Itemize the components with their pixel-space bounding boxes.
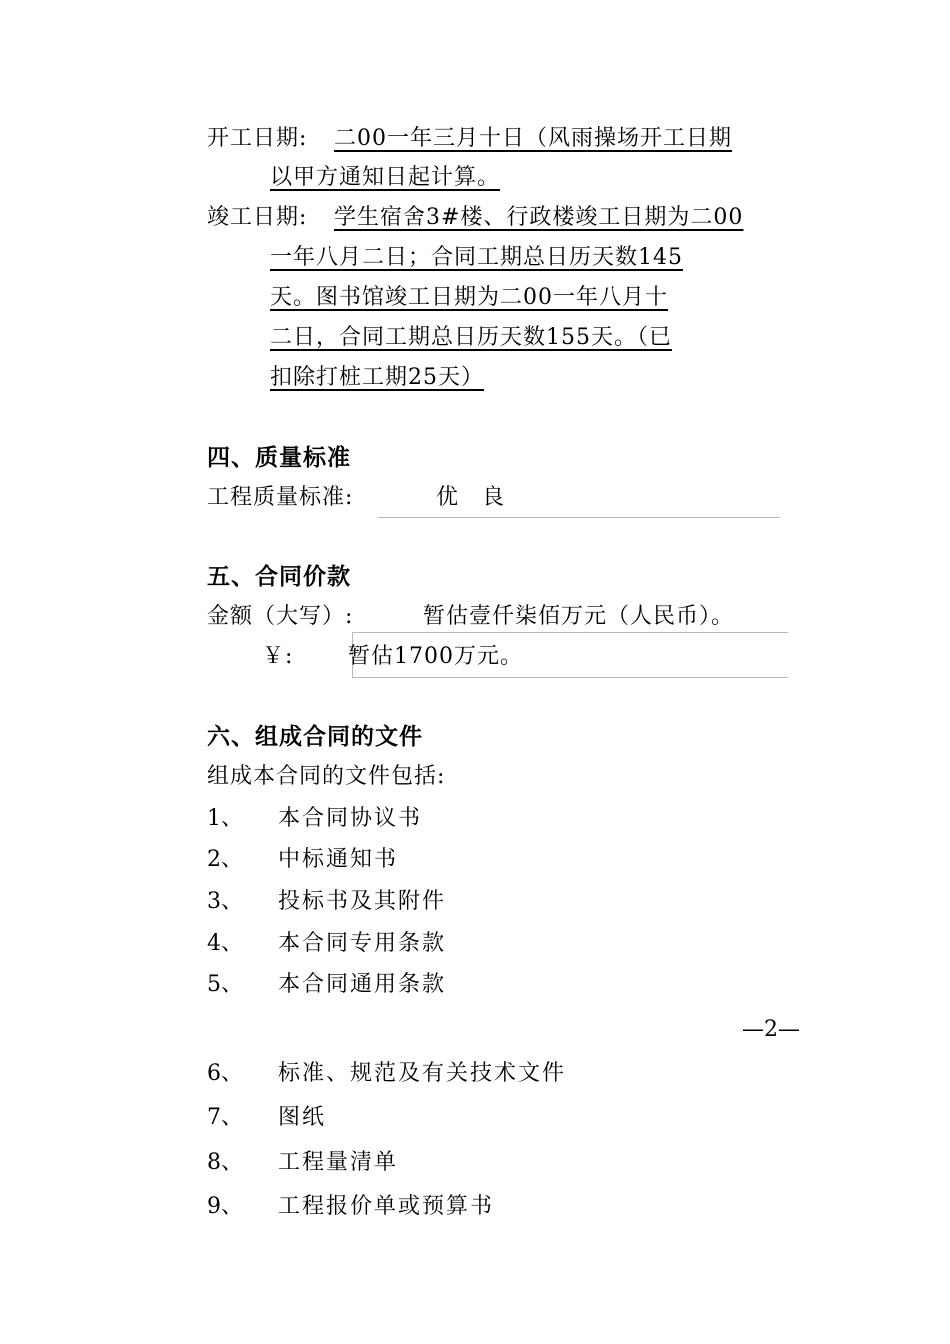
list-item-number: 4、 [207,931,243,956]
completion-date-line-4: 二日，合同工期总日历天数155天。（已 [270,325,672,350]
completion-date-line-5: 扣除打桩工期25天） [270,365,484,390]
completion-date-label: 竣工日期: [207,205,308,230]
documents-intro: 组成本合同的文件包括: [207,764,446,789]
section-4-heading: 四、质量标准 [207,445,351,471]
list-item-number: 3、 [207,889,243,914]
start-date-label: 开工日期: [207,126,308,151]
section-6-heading: 六、组成合同的文件 [207,724,423,750]
list-item-text: 图纸 [278,1105,327,1130]
quality-standard-label: 工程质量标准: [207,485,354,510]
quality-standard-value: 优 良 [436,485,506,510]
amount-label: 金额（大写）: [207,604,354,629]
list-item-number: 7、 [207,1105,243,1130]
list-item-text: 工程量清单 [278,1150,399,1175]
list-item-text: 工程报价单或预算书 [278,1194,495,1219]
list-item-number: 9、 [207,1194,243,1219]
start-date-line-1: 二00一年三月十日（风雨操场开工日期 [334,126,732,151]
list-item-number: 2、 [207,847,243,872]
yen-label: ￥: [262,644,294,669]
completion-date-line-2: 一年八月二日；合同工期总日历天数145 [270,245,683,270]
amount-value: 暂估壹仟柒佰万元（人民币）。 [423,604,735,629]
list-item-number: 5、 [207,972,243,997]
completion-date-line-3: 天。图书馆竣工日期为二00一年八月十 [270,285,668,310]
amount-underline [352,632,788,633]
yen-underline [352,677,788,678]
completion-date-line-1: 学生宿舍3#楼、行政楼竣工日期为二00 [334,205,744,230]
section-5-heading: 五、合同价款 [207,564,351,590]
list-item-text: 投标书及其附件 [278,889,447,914]
list-item-text: 本合同协议书 [278,806,423,831]
list-item-text: 本合同通用条款 [278,972,447,997]
list-item-text: 标准、规范及有关技术文件 [278,1061,567,1086]
list-item-text: 中标通知书 [278,847,399,872]
yen-value: 暂估1700万元。 [348,644,523,669]
start-date-line-2: 以甲方通知日起计算。 [270,165,501,190]
list-item-number: 6、 [207,1061,243,1086]
quality-standard-underline [378,517,780,518]
page-number: —2— [742,1017,800,1042]
list-item-number: 1、 [207,806,243,831]
list-item-text: 本合同专用条款 [278,931,447,956]
list-item-number: 8、 [207,1150,243,1175]
